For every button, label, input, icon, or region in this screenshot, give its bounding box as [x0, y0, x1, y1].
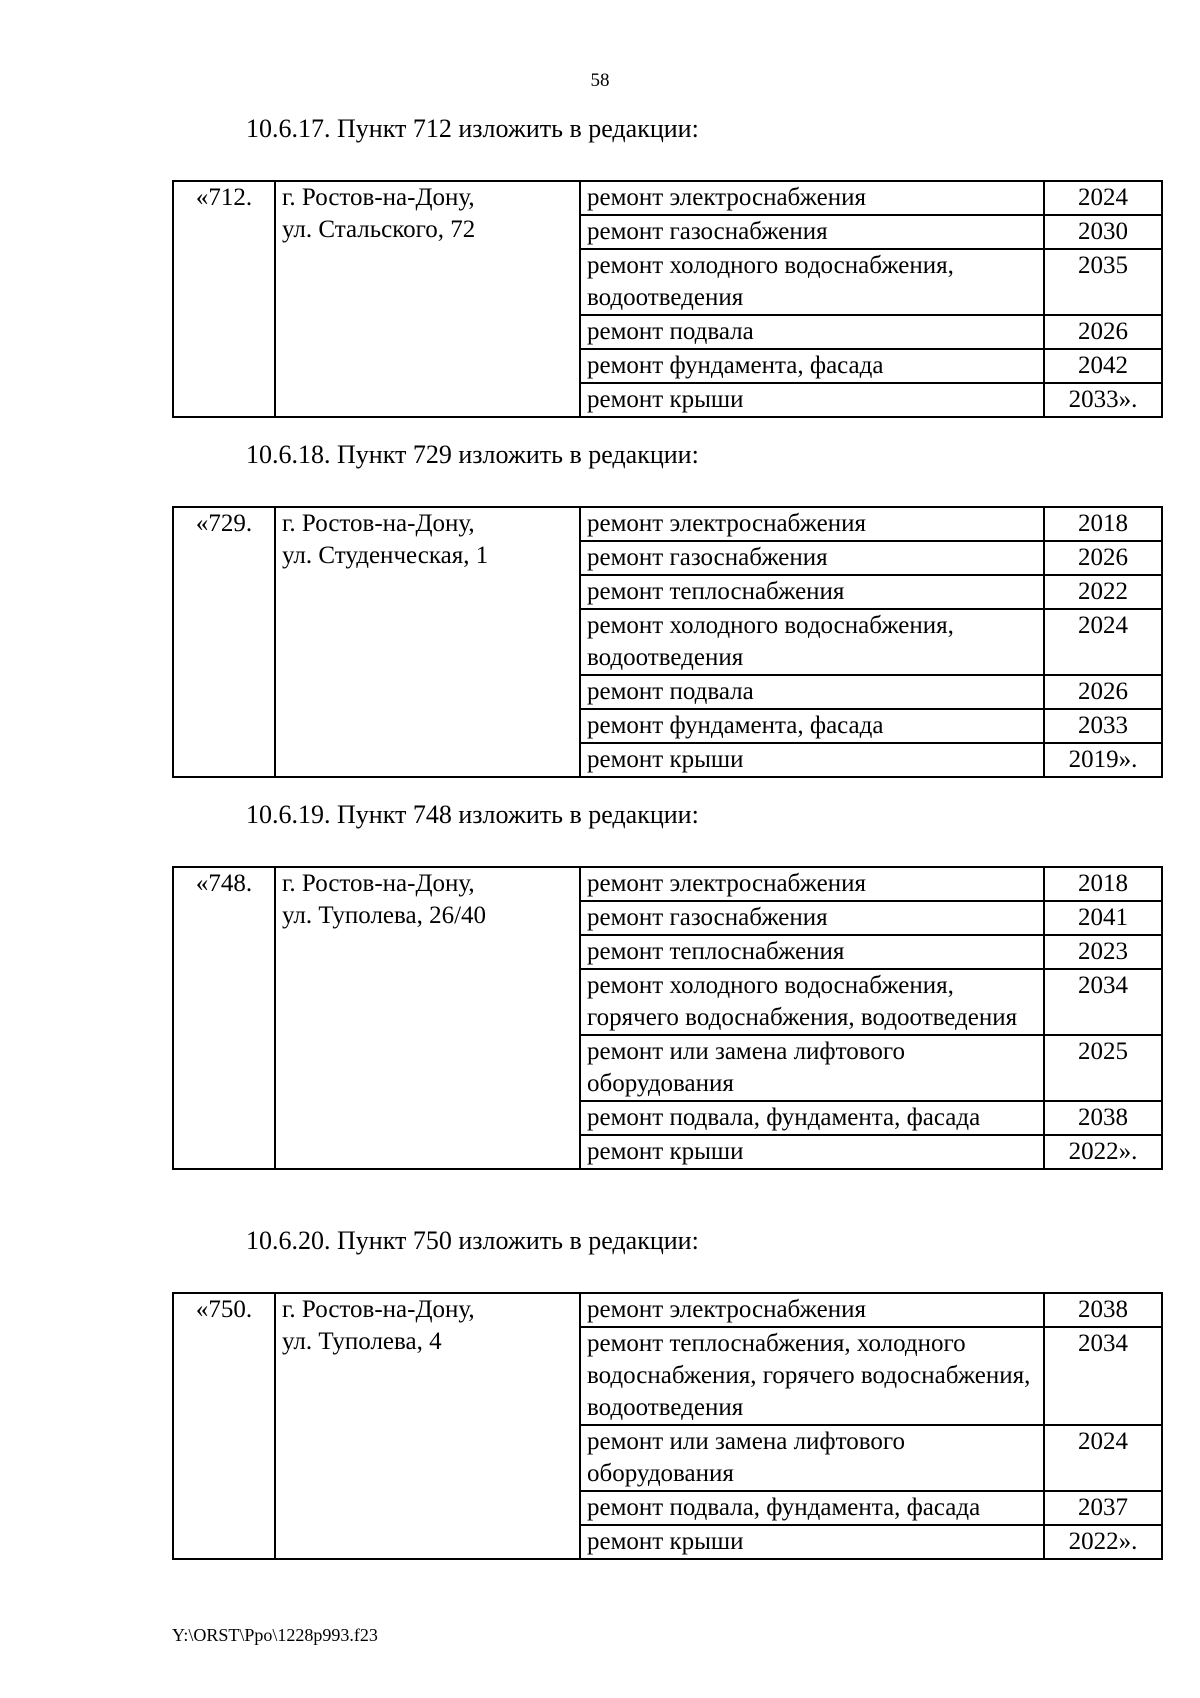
work-type: ремонт электроснабжения	[580, 867, 1044, 901]
work-year: 2022».	[1044, 1525, 1162, 1559]
work-type: ремонт крыши	[580, 1525, 1044, 1559]
address-city: г. Ростов-на-Дону,	[282, 184, 475, 211]
work-year: 2025	[1044, 1035, 1162, 1101]
work-type: ремонт или замена лифтового оборудования	[580, 1425, 1044, 1491]
work-year: 2024	[1044, 609, 1162, 675]
work-year: 2024	[1044, 1425, 1162, 1491]
work-type: ремонт подвала	[580, 675, 1044, 709]
section-heading: 10.6.20. Пункт 750 изложить в редакции:	[246, 1226, 699, 1255]
work-year: 2038	[1044, 1293, 1162, 1327]
section-heading: 10.6.18. Пункт 729 изложить в редакции:	[246, 440, 699, 469]
work-year: 2026	[1044, 541, 1162, 575]
address-city: г. Ростов-на-Дону,	[282, 510, 475, 537]
amendment-table	[172, 1292, 1163, 1560]
work-type: ремонт газоснабжения	[580, 541, 1044, 575]
amendment-table	[172, 506, 1163, 778]
address-cell	[275, 181, 580, 417]
item-number: «729.	[173, 507, 275, 777]
address-city: г. Ростов-на-Дону,	[282, 870, 475, 897]
work-year: 2018	[1044, 507, 1162, 541]
work-type: ремонт крыши	[580, 1135, 1044, 1169]
item-number: «750.	[173, 1293, 275, 1559]
work-year: 2019».	[1044, 743, 1162, 777]
work-type: ремонт электроснабжения	[580, 1293, 1044, 1327]
work-type: ремонт фундамента, фасада	[580, 349, 1044, 383]
item-number: «712.	[173, 181, 275, 417]
work-type: ремонт газоснабжения	[580, 901, 1044, 935]
section-heading: 10.6.17. Пункт 712 изложить в редакции:	[246, 114, 699, 143]
work-year: 2033	[1044, 709, 1162, 743]
work-year: 2042	[1044, 349, 1162, 383]
work-year: 2035	[1044, 249, 1162, 315]
work-type: ремонт теплоснабжения, холодного водоснабжения, горячего водоснабжения, водоотведения	[580, 1327, 1044, 1425]
address-cell	[275, 867, 580, 1169]
work-year: 2026	[1044, 675, 1162, 709]
address-city: г. Ростов-на-Дону,	[282, 1296, 475, 1323]
address-street: ул. Туполева, 26/40	[282, 902, 487, 929]
work-type: ремонт теплоснабжения	[580, 575, 1044, 609]
work-type: ремонт крыши	[580, 743, 1044, 777]
address-street: ул. Туполева, 4	[282, 1328, 442, 1355]
work-type: ремонт холодного водоснабжения, горячего водоснабжения, водоотведения	[580, 969, 1044, 1035]
work-type: ремонт холодного водоснабжения, водоотведения	[580, 249, 1044, 315]
work-type: ремонт электроснабжения	[580, 181, 1044, 215]
work-year: 2026	[1044, 315, 1162, 349]
work-type: ремонт газоснабжения	[580, 215, 1044, 249]
work-year: 2038	[1044, 1101, 1162, 1135]
work-year: 2022	[1044, 575, 1162, 609]
amendment-table	[172, 866, 1163, 1170]
work-year: 2030	[1044, 215, 1162, 249]
page-number: 58	[590, 70, 610, 91]
work-year: 2024	[1044, 181, 1162, 215]
work-year: 2034	[1044, 969, 1162, 1035]
work-year: 2041	[1044, 901, 1162, 935]
work-type: ремонт подвала	[580, 315, 1044, 349]
work-type: ремонт крыши	[580, 383, 1044, 417]
work-type: ремонт фундамента, фасада	[580, 709, 1044, 743]
work-year: 2023	[1044, 935, 1162, 969]
address-street: ул. Студенческая, 1	[282, 542, 489, 569]
work-type: ремонт подвала, фундамента, фасада	[580, 1101, 1044, 1135]
work-year: 2037	[1044, 1491, 1162, 1525]
amendment-table	[172, 180, 1163, 418]
file-path-footer: Y:\ORST\Ppo\1228p993.f23	[172, 1625, 378, 1645]
work-type: ремонт холодного водоснабжения, водоотведения	[580, 609, 1044, 675]
work-year: 2033».	[1044, 383, 1162, 417]
item-number: «748.	[173, 867, 275, 1169]
address-street: ул. Стальского, 72	[282, 216, 476, 243]
work-type: ремонт электроснабжения	[580, 507, 1044, 541]
work-type: ремонт теплоснабжения	[580, 935, 1044, 969]
work-type: ремонт подвала, фундамента, фасада	[580, 1491, 1044, 1525]
work-type: ремонт или замена лифтового оборудования	[580, 1035, 1044, 1101]
address-cell	[275, 1293, 580, 1559]
address-cell	[275, 507, 580, 777]
work-year: 2018	[1044, 867, 1162, 901]
work-year: 2022».	[1044, 1135, 1162, 1169]
section-heading: 10.6.19. Пункт 748 изложить в редакции:	[246, 800, 699, 829]
work-year: 2034	[1044, 1327, 1162, 1425]
